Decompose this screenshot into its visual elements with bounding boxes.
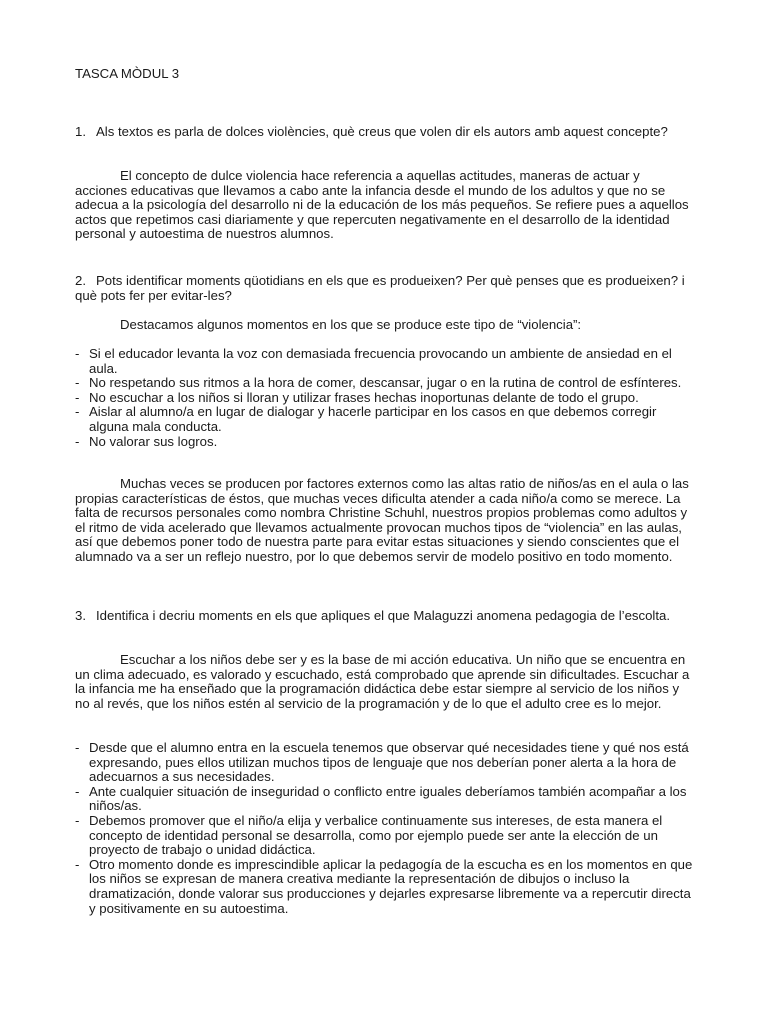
bullet-dash: -	[75, 404, 80, 420]
answer-2-intro: Destacamos algunos momentos en los que se produce este tipo de “violencia”:	[120, 317, 582, 332]
answer-3: Escuchar a los niños debe ser y es la base de mi acción educativa. Un niño que se encuentra en un clima adecuado, es valorado y escuchado, está comprobado que aprende sin dificultades. Escuchar a la infancia me ha enseñado que la programación didáctica debe estar siempre al servicio de los niños y no al revés, que los niños estén al servicio de la programación y de lo que el adulto cree es lo mejor.	[75, 652, 690, 711]
question-3-number: 3.	[75, 608, 86, 623]
bullet-dash: -	[75, 856, 80, 872]
list-item: - Aislar al alumno/a en lugar de dialogar y hacerle participar en los casos en que debemos corregir alguna mala conducta.	[75, 404, 657, 434]
document-title: TASCA MÒDUL 3	[75, 66, 180, 81]
list-item: - Otro momento donde es imprescindible aplicar la pedagogía de la escucha es en los momentos en que los niños se expresan de manera creativa mediante la representación de dibujos o incluso la dramatización, donde valorar sus producciones y dejarles expresarse libremente va a repercutir directa y positivamente en su autoestima.	[75, 856, 693, 916]
answer-2: Muchas veces se producen por factores externos como las altas ratio de niños/as en el aula o las propias características de éstos, que muchas veces dificulta atender a cada niño/a como se merece. La falta de recursos personales como nombra Christine Schuhl, nuestros propios problemas como adultos y el ritmo de vida acelerado que llevamos actualmente provocan muchos tipos de “violencia” en las aulas, así que debemos poner todo de nuestra parte para evitar estas situaciones y siendo conscientes que el alumnado va a ser un reflejo nuestro, por lo que debemos servir de modelo positivo en todo momento.	[75, 476, 689, 564]
list-item: - Debemos promover que el niño/a elija y verbalice continuamente sus intereses, de esta manera el concepto de identidad personal se desarrolla, como por ejemplo puede ser ante la elección de un proyecto de trabajo o unidad didáctica.	[75, 812, 663, 858]
bullet-dash: -	[75, 740, 80, 755]
bullet-dash: -	[75, 433, 80, 449]
list-item: - No escuchar a los niños si lloran y utilizar frases hechas inoportunas delante de todo el grupo.	[75, 389, 639, 405]
list-item: - Si el educador levanta la voz con demasiada frecuencia provocando un ambiente de ansiedad en el aula.	[75, 346, 672, 376]
question-2-number: 2.	[75, 273, 86, 288]
list-item: - No respetando sus ritmos a la hora de comer, descansar, jugar o en la rutina de control de esfínteres.	[75, 375, 682, 391]
bullet-dash: -	[75, 812, 80, 828]
list-item: - Desde que el alumno entra en la escuela tenemos que observar qué necesidades tiene y qué nos está expresando, pues ellos utilizan muchos tipos de lenguaje que nos deberían poner alerta a la hora de adecuarnos a sus necesidades.	[75, 740, 689, 785]
question-3-text: Identifica i decriu moments en els que apliques el que Malaguzzi anomena pedagogia de l’escolta.	[96, 608, 671, 623]
answer-1: El concepto de dulce violencia hace referencia a aquellas actitudes, maneras de actuar y acciones educativas que llevamos a cabo ante la infancia desde el mundo de los adultos y que no se adecua a la psicología del desarrollo ni de la educación de los más pequeños. Se refiere pues a aquellos actos que repetimos casi diariamente y que repercuten negativamente en el desarrollo de la identidad personal y autoestima de nuestros alumnos.	[75, 168, 689, 242]
question-2	[75, 274, 695, 303]
list-item: - Ante cualquier situación de inseguridad o conflicto entre iguales deberíamos también acompañar a los niños/as.	[75, 783, 687, 814]
bullet-dash: -	[75, 389, 80, 405]
question-2-text: Pots identificar moments qüotidians en els que es produeixen? Per què penses que es produeixen? i què pots fer per evitar-les?	[75, 273, 685, 303]
question-1-text: Als textos es parla de dolces violències, què creus que volen dir els autors amb aquest concepte?	[96, 124, 668, 139]
q2-bullet-list	[75, 347, 695, 449]
bullet-dash: -	[75, 346, 80, 361]
question-1	[75, 125, 696, 140]
q3-bullet-list	[75, 741, 695, 916]
question-3	[75, 609, 695, 624]
bullet-dash: -	[75, 783, 80, 799]
bullet-dash: -	[75, 375, 80, 391]
question-1-number: 1.	[75, 124, 86, 139]
list-item: - No valorar sus logros.	[75, 433, 218, 449]
